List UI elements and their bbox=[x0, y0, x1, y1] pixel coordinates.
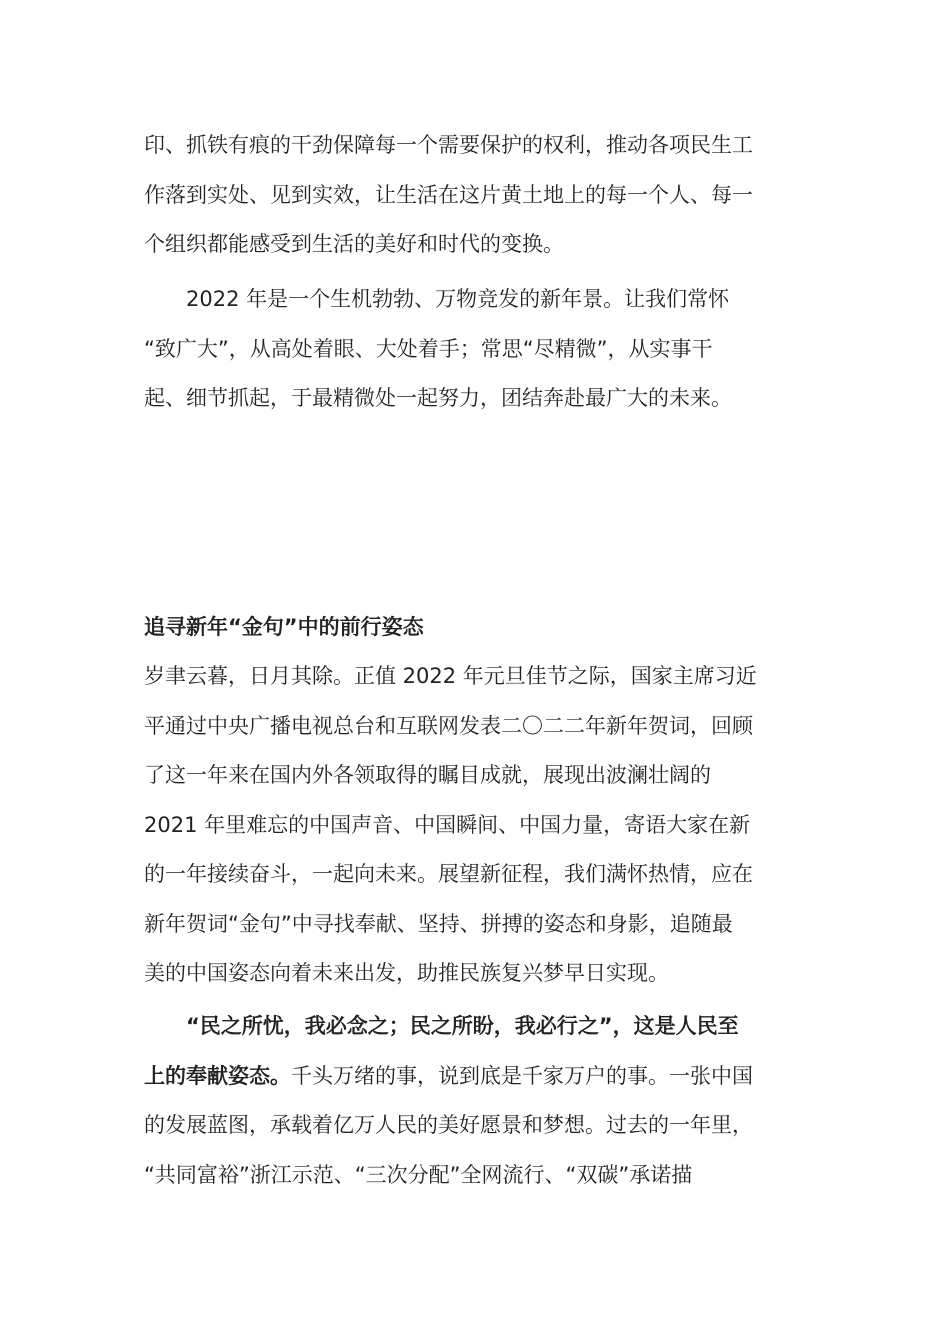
quote-continuation: 千头万绪的事，说到底是千家万户的事。一张中国 bbox=[291, 1063, 753, 1088]
quote-line-bold: “民之所忧，我必念之；民之所盼，我必行之”，这是人民至 bbox=[186, 1014, 739, 1038]
text-line: 新年贺词“金句”中寻找奉献、坚持、拼搏的姿态和身影，追随最 bbox=[144, 911, 733, 936]
text-line: 美的中国姿态向着未来出发，助推民族复兴梦早日实现。 bbox=[144, 961, 669, 985]
paragraph-intro bbox=[144, 652, 794, 999]
text-line: 作落到实处、见到实效，让生活在这片黄土地上的每一个人、每一 bbox=[144, 182, 753, 207]
text-line: 的一年接续奋斗，一起向未来。展望新征程，我们满怀热情，应在 bbox=[144, 862, 753, 886]
quote-emphasis: 上的奉献姿态。 bbox=[144, 1063, 291, 1088]
text-line: 2021 年里难忘的中国声音、中国瞬间、中国力量，寄语大家在新 bbox=[144, 812, 751, 837]
text-line-mixed bbox=[144, 1052, 794, 1102]
text-line: 的发展蓝图，承载着亿万人民的美好愿景和梦想。过去的一年里， bbox=[144, 1113, 753, 1137]
text-line: 起、细节抓起，于最精微处一起努力，团结奔赴最广大的未来。 bbox=[144, 386, 732, 410]
paragraph-new-year bbox=[144, 275, 794, 424]
text-line: 岁聿云暮，日月其除。正值 2022 年元旦佳节之际，国家主席习近 bbox=[144, 664, 757, 688]
text-line: 平通过中央广播电视总台和互联网发表二〇二二年新年贺词，回顾 bbox=[144, 713, 753, 738]
text-line: “共同富裕”浙江示范、“三次分配”全网流行、“双碳”承诺描 bbox=[144, 1162, 693, 1187]
section-heading: 追寻新年“金句”中的前行姿态 bbox=[144, 615, 424, 639]
text-line: 了这一年来在国内外各领取得的瞩目成就，展现出波澜壮阔的 bbox=[144, 763, 711, 787]
text-line: 印、抓铁有痕的干劲保障每一个需要保护的权利，推动各项民生工 bbox=[144, 133, 753, 157]
paragraph-continuation bbox=[144, 121, 794, 270]
text-line: 个组织都能感受到生活的美好和时代的变换。 bbox=[144, 232, 564, 256]
text-line: 2022 年是一个生机勃勃、万物竞发的新年景。让我们常怀 bbox=[186, 287, 730, 311]
paragraph-quote bbox=[144, 1002, 794, 1200]
text-line: “致广大”，从高处着眼、大处着手；常思“尽精微”，从实事干 bbox=[144, 336, 713, 361]
